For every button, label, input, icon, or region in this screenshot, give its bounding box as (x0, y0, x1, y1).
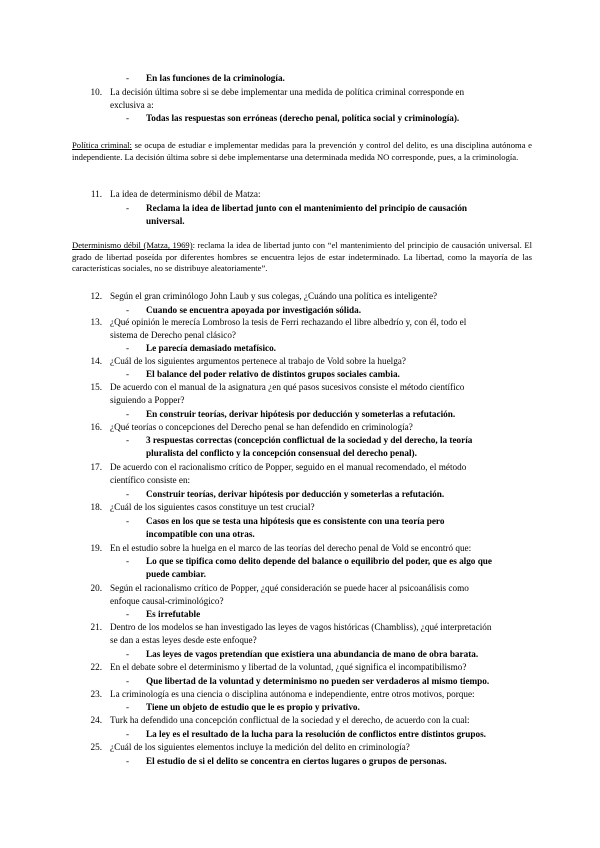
answer-bullet: - (126, 343, 130, 353)
answer-bullet: - (126, 516, 130, 526)
question-text: Dentro de los modelos se han investigado las leyes de vagos históricas (Chambliss), ¿qué interpretación (110, 622, 492, 632)
answer-text: universal. (146, 216, 185, 226)
question-text: ¿Qué teorías o concepciones del Derecho penal se han defendido en criminología? (110, 422, 413, 432)
question-text: Según el racionalismo crítico de Popper, ¿qué consideración se puede hacer al psicoanálisis como (110, 583, 469, 593)
answer-text: Construir teorías, derivar hipótesis por deducción y someterlas a refutación. (146, 489, 445, 499)
question-text: ¿Cuál de los siguientes casos constituye un test crucial? (110, 502, 315, 512)
question-text: ¿Cuál de los siguientes argumentos pertenece al trabajo de Vold sobre la huelga? (110, 356, 406, 366)
question-text: La idea de determinismo débil de Matza: (110, 189, 261, 199)
answer-text: 3 respuestas correctas (concepción conflictual de la sociedad y del derecho, la teoría (146, 435, 473, 445)
question-number: 11. (90, 189, 102, 199)
question-text: ¿Qué opinión le merecía Lombroso la tesis de Ferri rechazando el libre albedrío y, con él, todo el (110, 317, 467, 327)
answer-text: En construir teorías, derivar hipótesis por deducción y someterlas a refutación. (146, 409, 456, 419)
question-number: 10. (90, 87, 102, 97)
answer-text: Que libertad de la voluntad y determinismo no pueden ser verdaderos al mismo tiempo. (146, 676, 490, 686)
question-text: La decisión última sobre si se debe implementar una medida de política criminal corresponde en (110, 87, 465, 97)
question-text: enfoque causal-criminológico? (110, 596, 224, 606)
answer-text: Tiene un objeto de estudio que le es propio y privativo. (146, 702, 360, 712)
answer-bullet: - (126, 649, 130, 659)
answer-text: Le parecía demasiado metafísico. (146, 343, 276, 353)
question-text: siguiendo a Popper? (110, 395, 185, 405)
question-text: Turk ha defendido una concepción conflictual de la sociedad y el derecho, de acuerdo con la cual: (110, 715, 470, 725)
question-text: científico consiste en: (110, 475, 191, 485)
term-definition: se ocupa de estudiar e implementar medidas para la prevención y control del delito, es una disciplina autónoma e independiente. La decisión última sobre si debe implementarse una determinada medida NO corresponde, pues, a la criminología. (72, 140, 532, 162)
question-text: sistema de Derecho penal clásico? (110, 330, 237, 340)
question-text: ¿Cuál de los siguientes elementos incluye la medición del delito en criminología? (110, 742, 410, 752)
answer-bullet: - (126, 369, 130, 379)
answer-bullet: - (126, 729, 130, 739)
answer-text: Es irrefutable (146, 609, 201, 619)
question-number: 14. (90, 356, 102, 366)
question-text: En el estudio sobre la huelga en el marco de las teorías del derecho penal de Vold se encontró que: (110, 543, 472, 553)
answer-bullet: - (126, 609, 130, 619)
question-number: 23. (90, 689, 102, 699)
answer-bullet: - (126, 702, 130, 712)
term-heading: Política criminal: (72, 140, 132, 150)
question-text: De acuerdo con el manual de la asignatura ¿en qué pasos sucesivos consiste el método científico (110, 382, 465, 392)
answer-text: pluralista del conflicto y la concepción consensual del derecho penal). (146, 448, 417, 458)
explanation-paragraph (72, 140, 532, 163)
term-definition: : reclama la idea de libertad junto con “el mantenimiento del principio de causación universal. El grado de libertad poseída por diferentes hombres se encuentra lejos de estar indeterminado. La libertad, como la mayoría de las características sociales, no se distribuye aleatoriamente”. (72, 240, 533, 273)
question-text: exclusiva a: (110, 100, 154, 110)
question-text: La criminología es una ciencia o disciplina autónoma e independiente, entre otros motivos, porque: (110, 689, 475, 699)
answer-bullet: - (126, 556, 130, 566)
question-number: 17. (90, 462, 102, 472)
question-number: 20. (90, 583, 102, 593)
answer-bullet: - (126, 756, 130, 766)
question-number: 18. (90, 502, 102, 512)
answer-bullet: - (126, 73, 130, 83)
answer-bullet: - (126, 489, 130, 499)
question-text: En el debate sobre el determinismo y libertad de la voluntad, ¿qué significa el incompatibilismo? (110, 662, 467, 672)
question-number: 13. (90, 317, 102, 327)
question-text: Según el gran criminólogo John Laub y sus colegas, ¿Cuándo una política es inteligente? (110, 291, 438, 301)
question-number: 16. (90, 422, 102, 432)
answer-bullet: - (126, 435, 130, 445)
answer-text: Casos en los que se testa una hipótesis que es consistente con una teoría pero (146, 516, 445, 526)
question-number: 12. (90, 291, 102, 301)
answer-text: Lo que se tipifica como delito depende del balance o equilibrio del poder, que es algo que (146, 556, 492, 566)
question-number: 15. (90, 382, 102, 392)
question-number: 24. (90, 715, 102, 725)
question-text: se dan a estas leyes desde este enfoque? (110, 635, 257, 645)
answer-bullet: - (126, 203, 130, 213)
answer-text: Cuando se encuentra apoyada por investigación sólida. (146, 305, 361, 315)
question-number: 19. (90, 543, 102, 553)
question-number: 22. (90, 662, 102, 672)
answer-text: La ley es el resultado de la lucha para la resolución de conflictos entre distintos grupos. (146, 729, 486, 739)
answer-text: incompatible con una otras. (146, 529, 255, 539)
answer-text: El balance del poder relativo de distintos grupos sociales cambia. (146, 369, 400, 379)
answer-bullet: - (126, 409, 130, 419)
term-heading: Determinismo débil (Matza, 1969) (72, 240, 193, 250)
answer-text: El estudio de si el delito se concentra en ciertos lugares o grupos de personas. (146, 756, 447, 766)
answer-bullet: - (126, 676, 130, 686)
answer-text: Las leyes de vagos pretendían que existiera una abundancia de mano de obra barata. (146, 649, 479, 659)
answer-text: En las funciones de la criminología. (146, 73, 285, 83)
question-number: 25. (90, 742, 102, 752)
explanation-paragraph (72, 240, 532, 275)
question-text: De acuerdo con el racionalismo crítico de Popper, seguido en el manual recomendado, el método (110, 462, 467, 472)
answer-text: puede cambiar. (146, 569, 206, 579)
answer-bullet: - (126, 305, 130, 315)
answer-text: Reclama la idea de libertad junto con el mantenimiento del principio de causación (146, 203, 468, 213)
answer-text: Todas las respuestas son erróneas (derecho penal, política social y criminología). (146, 113, 460, 123)
question-number: 21. (90, 622, 102, 632)
answer-bullet: - (126, 113, 130, 123)
